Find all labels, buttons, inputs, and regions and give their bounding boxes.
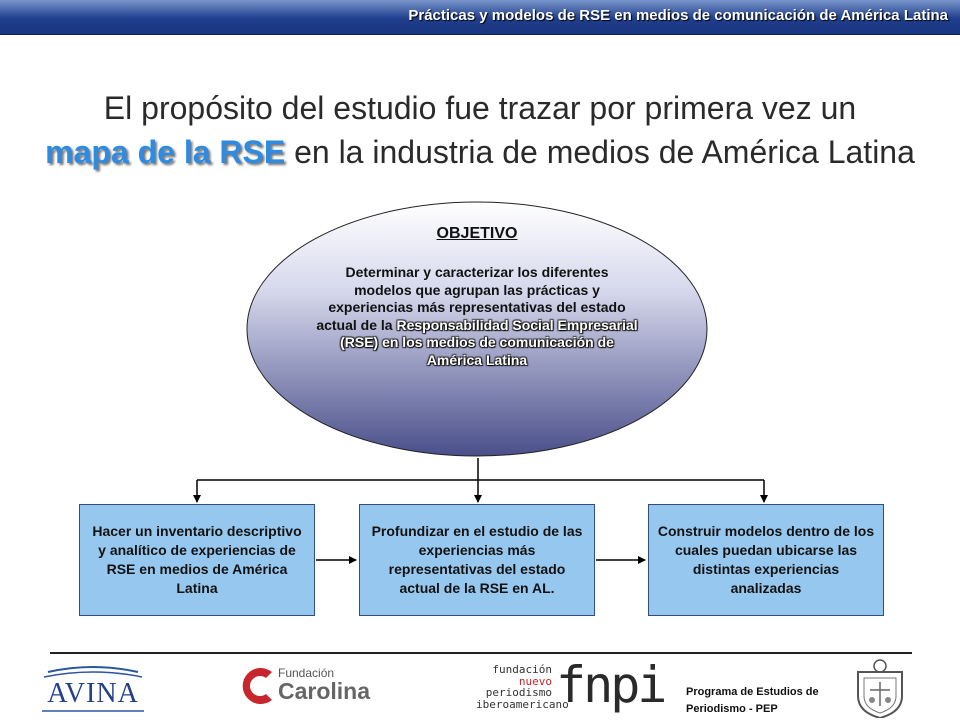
carolina-small-text: Fundación	[278, 666, 335, 680]
university-crest-logo	[848, 658, 912, 718]
step-text-1: Hacer un inventario descriptivo y analítico de experiencias de RSE en medios de América Latina	[92, 523, 302, 596]
fnpi-wordmark	[476, 663, 569, 711]
header-title: Prácticas y modelos de RSE en medios de comunicación de América Latina	[408, 7, 948, 24]
step-box-1	[79, 504, 315, 616]
step-text-3: Construir modelos dentro de los cuales puedan ubicarse las distintas experiencias analizadas	[657, 523, 875, 596]
fnpi-line-4: iberoamericano	[476, 697, 569, 711]
fnpi-line-2: nuevo	[518, 674, 552, 688]
footer-divider	[50, 652, 912, 654]
pep-line-2: Periodismo - PEP	[686, 703, 778, 715]
headline-line-1: El propósito del estudio fue trazar por primera vez un	[103, 90, 857, 126]
step-box-2	[359, 504, 595, 616]
carolina-big-text: Carolina	[278, 678, 371, 704]
headline-highlight: mapa de la RSE	[45, 134, 286, 170]
pep-line-1: Programa de Estudios de	[686, 686, 819, 698]
fundacion-carolina-logo	[236, 662, 386, 710]
avina-logo	[40, 664, 146, 714]
objective-text-emphasis: Responsabilidad Social Empresarial (RSE) en los medios de comunicación de América Latina	[340, 316, 638, 368]
avina-logo-text: AVINA	[47, 678, 139, 709]
fnpi-line-1: fundación	[492, 663, 552, 676]
pep-text	[686, 684, 819, 718]
carolina-c-icon	[236, 664, 276, 708]
objective-label: OBJETIVO	[436, 225, 518, 242]
crest-icon	[848, 658, 912, 718]
headline-line-2-rest: en la industria de medios de América Latina	[285, 134, 915, 170]
objective-text-plain: Determinar y caracterizar los diferentes modelos que agrupan las prácticas y experiencias más representativas del estado actual de la	[316, 264, 626, 333]
fnpi-line-3: periodismo	[485, 686, 552, 699]
fnpi-mark: fnpi	[556, 656, 665, 714]
step-text-2: Profundizar en el estudio de las experiencias más representativas del estado actual de la RSE en AL.	[371, 523, 583, 596]
step-box-3	[648, 504, 884, 616]
fnpi-logo	[476, 656, 665, 714]
